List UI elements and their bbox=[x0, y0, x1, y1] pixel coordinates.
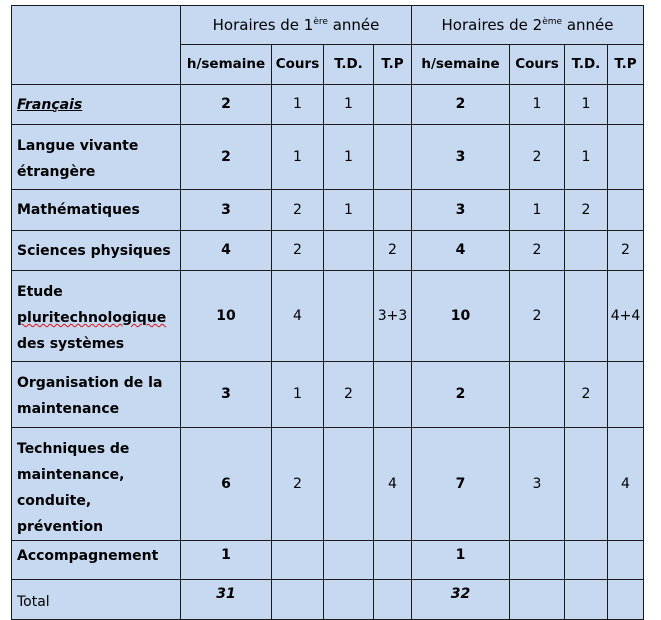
y1-td-cell bbox=[324, 428, 374, 541]
y2-tp-cell: 4 bbox=[608, 428, 644, 541]
y2-col-td: T.D. bbox=[565, 45, 608, 85]
y2-cours-cell: 2 bbox=[510, 125, 565, 190]
year2-header-prefix: Horaires de 2 bbox=[441, 15, 543, 34]
y1-cours-cell bbox=[272, 580, 324, 620]
y2-td-cell bbox=[565, 271, 608, 362]
y1-tp-cell bbox=[374, 190, 412, 231]
y1-hours-cell: 31 bbox=[181, 580, 272, 620]
year2-header-suffix: année bbox=[562, 15, 614, 34]
y2-hours-cell: 2 bbox=[412, 85, 510, 125]
y1-td-cell bbox=[324, 580, 374, 620]
y2-tp-cell bbox=[608, 190, 644, 231]
y2-hours-cell: 10 bbox=[412, 271, 510, 362]
y2-td-cell bbox=[565, 541, 608, 580]
y2-hours-cell: 32 bbox=[412, 580, 510, 620]
y1-col-tp: T.P bbox=[374, 45, 412, 85]
y2-td-cell: 1 bbox=[565, 85, 608, 125]
y2-cours-cell: 3 bbox=[510, 428, 565, 541]
subject-cell bbox=[12, 541, 181, 580]
y1-tp-cell bbox=[374, 125, 412, 190]
y2-hours-cell: 1 bbox=[412, 541, 510, 580]
y2-td-cell: 2 bbox=[565, 362, 608, 428]
table-row bbox=[12, 85, 644, 125]
y1-td-cell: 1 bbox=[324, 125, 374, 190]
y1-hours-cell: 2 bbox=[181, 85, 272, 125]
schedule-table bbox=[11, 5, 644, 620]
table-row bbox=[12, 541, 644, 580]
y1-hours-cell: 1 bbox=[181, 541, 272, 580]
y2-cours-cell bbox=[510, 580, 565, 620]
year2-header bbox=[412, 6, 644, 45]
subject-line: Organisation de la bbox=[17, 375, 163, 391]
y1-hours-cell: 3 bbox=[181, 362, 272, 428]
y2-cours-cell: 1 bbox=[510, 85, 565, 125]
y2-cours-cell: 2 bbox=[510, 271, 565, 362]
y1-td-cell: 2 bbox=[324, 362, 374, 428]
y1-tp-cell bbox=[374, 541, 412, 580]
y1-td-cell bbox=[324, 541, 374, 580]
y1-hours-cell: 2 bbox=[181, 125, 272, 190]
header-corner-cell bbox=[12, 6, 181, 85]
y1-tp-cell bbox=[374, 85, 412, 125]
table-row bbox=[12, 190, 644, 231]
year1-header-suffix: année bbox=[327, 15, 380, 34]
subject-line: maintenance, bbox=[17, 467, 125, 483]
y1-td-cell bbox=[324, 231, 374, 271]
y2-cours-cell bbox=[510, 541, 565, 580]
subject-cell bbox=[12, 85, 181, 125]
y2-tp-cell: 2 bbox=[608, 231, 644, 271]
table-row bbox=[12, 362, 644, 428]
table-row bbox=[12, 428, 644, 541]
y1-hours-cell: 4 bbox=[181, 231, 272, 271]
y2-col-hours: h/semaine bbox=[412, 45, 510, 85]
subject-cell bbox=[12, 190, 181, 231]
subject-cell bbox=[12, 362, 181, 428]
y2-cours-cell bbox=[510, 362, 565, 428]
y1-hours-cell: 3 bbox=[181, 190, 272, 231]
subject-line: maintenance bbox=[17, 401, 120, 417]
y2-hours-cell: 3 bbox=[412, 125, 510, 190]
subject-line: pluritechnologique bbox=[17, 310, 167, 326]
subject-line: conduite, prévention bbox=[17, 493, 104, 535]
y2-col-tp: T.P bbox=[608, 45, 644, 85]
y1-tp-cell: 4 bbox=[374, 428, 412, 541]
year1-header bbox=[181, 6, 412, 45]
year1-header-sup: ère bbox=[313, 16, 328, 27]
y1-td-cell: 1 bbox=[324, 85, 374, 125]
y1-tp-cell: 2 bbox=[374, 231, 412, 271]
year2-header-sup: ème bbox=[542, 16, 563, 27]
y2-cours-cell: 2 bbox=[510, 231, 565, 271]
y1-col-hours: h/semaine bbox=[181, 45, 272, 85]
y1-cours-cell: 4 bbox=[272, 271, 324, 362]
y2-tp-cell bbox=[608, 580, 644, 620]
table-row bbox=[12, 125, 644, 190]
total-row bbox=[12, 580, 644, 620]
table-row bbox=[12, 271, 644, 362]
subject-line: Etude bbox=[17, 284, 63, 300]
subject-cell bbox=[12, 580, 181, 620]
y1-cours-cell: 1 bbox=[272, 125, 324, 190]
y1-cours-cell: 2 bbox=[272, 231, 324, 271]
y2-td-cell: 1 bbox=[565, 125, 608, 190]
y1-hours-cell: 10 bbox=[181, 271, 272, 362]
subject-cell bbox=[12, 428, 181, 541]
subject-line: Langue vivante bbox=[17, 138, 139, 154]
subject-cell bbox=[12, 125, 181, 190]
y2-col-cours: Cours bbox=[510, 45, 565, 85]
subject-cell bbox=[12, 271, 181, 362]
y1-hours-cell: 6 bbox=[181, 428, 272, 541]
subject-line: Accompagnement bbox=[17, 548, 159, 564]
y1-td-cell bbox=[324, 271, 374, 362]
header-row-years bbox=[12, 6, 644, 45]
y1-cours-cell bbox=[272, 541, 324, 580]
subject-line: Total bbox=[17, 594, 50, 610]
y2-hours-cell: 3 bbox=[412, 190, 510, 231]
y1-cours-cell: 2 bbox=[272, 428, 324, 541]
subject-cell bbox=[12, 231, 181, 271]
y2-cours-cell: 1 bbox=[510, 190, 565, 231]
subject-line: des systèmes bbox=[17, 336, 125, 352]
y2-tp-cell bbox=[608, 541, 644, 580]
y2-td-cell bbox=[565, 580, 608, 620]
y1-tp-cell bbox=[374, 362, 412, 428]
y1-cours-cell: 1 bbox=[272, 85, 324, 125]
y2-td-cell bbox=[565, 231, 608, 271]
y1-col-cours: Cours bbox=[272, 45, 324, 85]
subject-line: Techniques de bbox=[17, 441, 130, 457]
y1-col-td: T.D. bbox=[324, 45, 374, 85]
y2-td-cell: 2 bbox=[565, 190, 608, 231]
y2-tp-cell bbox=[608, 125, 644, 190]
y2-td-cell bbox=[565, 428, 608, 541]
y2-tp-cell: 4+4 bbox=[608, 271, 644, 362]
subject-line: Français bbox=[17, 96, 83, 113]
subject-line: Mathématiques bbox=[17, 202, 140, 218]
y2-tp-cell bbox=[608, 362, 644, 428]
y1-td-cell: 1 bbox=[324, 190, 374, 231]
subject-line: Sciences physiques bbox=[17, 242, 171, 259]
y2-hours-cell: 4 bbox=[412, 231, 510, 271]
y1-tp-cell: 3+3 bbox=[374, 271, 412, 362]
y2-hours-cell: 2 bbox=[412, 362, 510, 428]
y1-cours-cell: 2 bbox=[272, 190, 324, 231]
y2-hours-cell: 7 bbox=[412, 428, 510, 541]
year1-header-prefix: Horaires de 1 bbox=[212, 15, 314, 34]
table-row bbox=[12, 231, 644, 271]
y1-tp-cell bbox=[374, 580, 412, 620]
subject-line: étrangère bbox=[17, 164, 96, 180]
y1-cours-cell: 1 bbox=[272, 362, 324, 428]
y2-tp-cell bbox=[608, 85, 644, 125]
